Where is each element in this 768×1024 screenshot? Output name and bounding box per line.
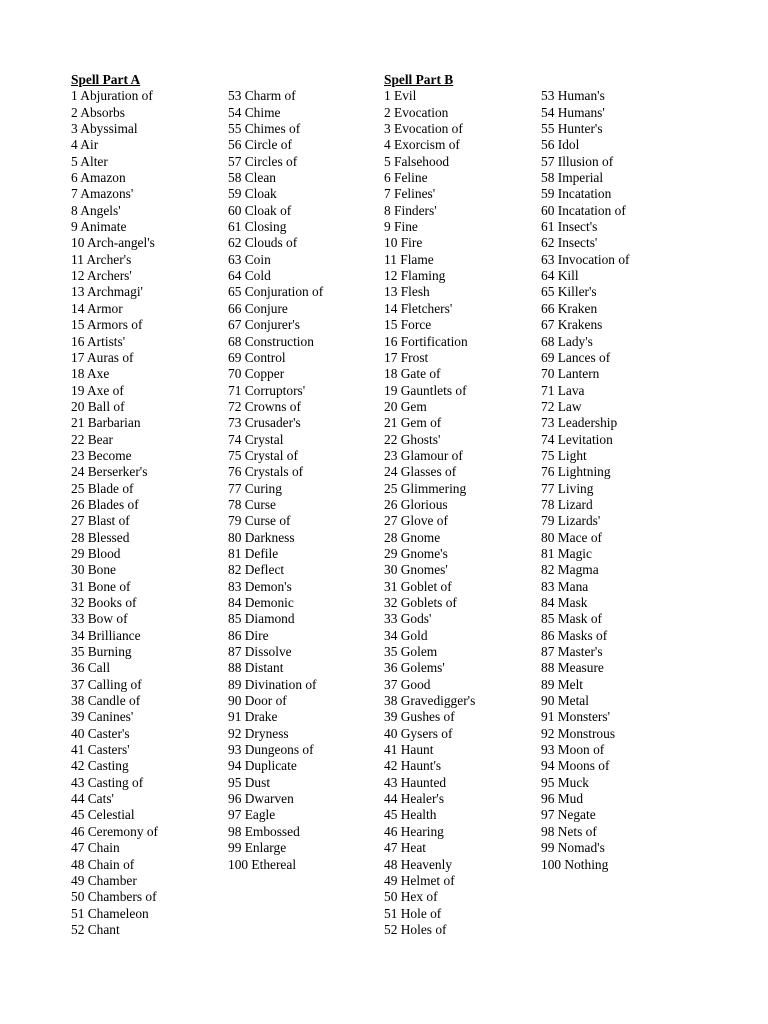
list-item: 6 Amazon	[71, 170, 126, 186]
list-item: 33 Gods'	[384, 611, 432, 627]
list-item: 42 Casting	[71, 758, 129, 774]
list-item: 74 Crystal	[228, 431, 284, 447]
list-item: 84 Mask	[541, 595, 588, 610]
list-item: 54 Humans'	[541, 104, 605, 120]
list-item: 37 Calling of	[71, 676, 142, 692]
list-item: 73 Leadership	[541, 415, 618, 431]
list-item: 40 Gysers of	[384, 725, 453, 741]
list-item: 5 Falsehood	[384, 153, 450, 169]
list-item: 36 Golems'	[384, 660, 445, 676]
list-item: 45 Health	[384, 807, 437, 823]
list-item: 43 Casting of	[71, 774, 144, 790]
part-a-heading: Spell Part A	[71, 72, 141, 87]
list-item: 78 Curse	[228, 496, 276, 512]
list-item: 89 Divination of	[228, 676, 317, 692]
list-item: 96 Dwarven	[228, 791, 294, 807]
list-item: 26 Blades of	[71, 496, 139, 512]
list-item: 85 Mask of	[541, 611, 602, 627]
part-b-column-1	[384, 72, 475, 938]
list-item: 56 Circle of	[228, 137, 292, 153]
list-item: 47 Chain	[71, 840, 120, 856]
list-item: 79 Lizards'	[541, 513, 601, 529]
list-item: 1 Evil	[384, 88, 417, 104]
list-item: 31 Bone of	[71, 578, 131, 594]
list-item: 62 Clouds of	[228, 235, 298, 251]
list-item: 75 Light	[541, 447, 587, 463]
list-item: 24 Berserker's	[71, 464, 148, 480]
list-item: 92 Dryness	[228, 725, 289, 741]
list-item: 90 Metal	[541, 693, 589, 709]
list-item: 14 Fletchers'	[384, 300, 453, 316]
list-item: 5 Alter	[71, 153, 108, 169]
part-b-heading: Spell Part B	[384, 72, 454, 87]
list-item: 77 Curing	[228, 480, 282, 496]
list-item: 67 Conjurer's	[228, 317, 300, 333]
list-item: 6 Feline	[384, 170, 428, 186]
list-item: 17 Frost	[384, 349, 429, 365]
list-item: 22 Bear	[71, 431, 114, 447]
part-b-list-2	[541, 88, 630, 873]
list-item: 22 Ghosts'	[384, 431, 441, 447]
list-item: 21 Barbarian	[71, 415, 141, 431]
list-item: 73 Crusader's	[228, 415, 301, 431]
list-item: 56 Idol	[541, 137, 580, 153]
list-item: 7 Felines'	[384, 186, 436, 202]
list-item: 47 Heat	[384, 840, 427, 856]
list-item: 41 Haunt	[384, 742, 434, 758]
list-item: 98 Embossed	[228, 823, 300, 839]
list-item: 28 Blessed	[71, 529, 130, 545]
list-item: 96 Mud	[541, 791, 584, 807]
list-item: 14 Armor	[71, 300, 123, 316]
list-item: 53 Human's	[541, 88, 605, 104]
list-item: 38 Candle of	[71, 693, 141, 709]
list-item: 71 Lava	[541, 382, 585, 398]
list-item: 35 Burning	[71, 644, 132, 660]
list-item: 41 Casters'	[71, 742, 130, 758]
list-item: 9 Animate	[71, 219, 127, 235]
list-item: 1 Abjuration of	[71, 88, 153, 104]
list-item: 8 Angels'	[71, 202, 121, 218]
list-item: 9 Fine	[384, 219, 418, 235]
list-item: 58 Imperial	[541, 170, 604, 186]
list-item: 25 Blade of	[71, 480, 134, 496]
list-item: 38 Gravedigger's	[384, 693, 476, 709]
list-item: 61 Closing	[228, 219, 287, 235]
list-item: 26 Glorious	[384, 496, 448, 512]
list-item: 34 Brilliance	[71, 627, 141, 643]
list-item: 25 Glimmering	[384, 480, 467, 496]
list-item: 34 Gold	[384, 627, 428, 643]
list-item: 3 Evocation of	[384, 121, 463, 137]
list-item: 78 Lizard	[541, 496, 593, 512]
list-item: 100 Nothing	[541, 856, 609, 872]
list-item: 94 Moons of	[541, 758, 610, 774]
list-item: 71 Corruptors'	[228, 382, 306, 398]
list-item: 63 Coin	[228, 251, 271, 267]
list-item: 52 Chant	[71, 921, 120, 937]
list-item: 11 Flame	[384, 251, 434, 267]
list-item: 17 Auras of	[71, 349, 134, 365]
list-item: 50 Hex of	[384, 889, 438, 905]
list-item: 44 Cats'	[71, 791, 114, 807]
list-item: 82 Deflect	[228, 562, 285, 578]
list-item: 39 Gushes of	[384, 709, 455, 725]
list-item: 89 Melt	[541, 676, 584, 692]
list-item: 20 Gem	[384, 398, 427, 414]
list-item: 27 Glove of	[384, 513, 448, 529]
list-item: 4 Air	[71, 137, 99, 153]
list-item: 66 Kraken	[541, 300, 598, 316]
part-a-list-1	[71, 88, 158, 938]
list-item: 87 Master's	[541, 644, 603, 660]
list-item: 84 Demonic	[228, 595, 294, 610]
list-item: 10 Fire	[384, 235, 423, 251]
list-item: 93 Dungeons of	[228, 742, 314, 758]
list-item: 13 Flesh	[384, 284, 430, 300]
list-item: 12 Archers'	[71, 268, 132, 284]
list-item: 70 Copper	[228, 366, 285, 382]
list-item: 8 Finders'	[384, 202, 437, 218]
list-item: 72 Law	[541, 398, 582, 414]
list-item: 91 Monsters'	[541, 709, 610, 725]
list-item: 18 Axe	[71, 366, 110, 382]
list-item: 24 Glasses of	[384, 464, 457, 480]
list-item: 94 Duplicate	[228, 758, 297, 774]
list-item: 2 Absorbs	[71, 104, 125, 120]
list-item: 40 Caster's	[71, 725, 130, 741]
list-item: 63 Invocation of	[541, 251, 630, 267]
list-item: 20 Ball of	[71, 398, 125, 414]
list-item: 69 Lances of	[541, 349, 611, 365]
list-item: 69 Control	[228, 349, 286, 365]
list-item: 91 Drake	[228, 709, 278, 725]
list-item: 51 Hole of	[384, 905, 442, 921]
part-b-column-2	[541, 72, 630, 873]
list-item: 57 Circles of	[228, 153, 298, 169]
list-item: 61 Insect's	[541, 219, 598, 235]
list-item: 16 Fortification	[384, 333, 468, 349]
list-item: 92 Monstrous	[541, 725, 616, 741]
list-item: 59 Cloak	[228, 186, 277, 202]
list-item: 4 Exorcism of	[384, 137, 460, 153]
list-item: 16 Artists'	[71, 333, 126, 349]
part-b-list-1	[384, 88, 475, 938]
list-item: 99 Enlarge	[228, 840, 287, 856]
part-a-list-2	[228, 88, 323, 873]
list-item: 13 Archmagi'	[71, 284, 143, 300]
list-item: 65 Conjuration of	[228, 284, 324, 300]
list-item: 76 Crystals of	[228, 464, 304, 480]
list-item: 46 Ceremony of	[71, 823, 159, 839]
list-item: 54 Chime	[228, 104, 281, 120]
list-item: 80 Mace of	[541, 529, 602, 545]
list-item: 83 Mana	[541, 578, 589, 594]
list-item: 46 Hearing	[384, 823, 444, 839]
list-item: 3 Abyssimal	[71, 121, 138, 137]
list-item: 49 Helmet of	[384, 872, 455, 888]
list-item: 10 Arch-angel's	[71, 235, 155, 251]
list-item: 83 Demon's	[228, 578, 292, 594]
list-item: 29 Gnome's	[384, 545, 448, 561]
list-item: 66 Conjure	[228, 300, 288, 316]
list-item: 65 Killer's	[541, 284, 597, 300]
list-item: 51 Chameleon	[71, 905, 149, 921]
list-item: 82 Magma	[541, 562, 599, 578]
list-item: 81 Magic	[541, 545, 592, 561]
list-item: 36 Call	[71, 660, 111, 676]
list-item: 79 Curse of	[228, 513, 291, 529]
list-item: 53 Charm of	[228, 88, 296, 104]
list-item: 60 Cloak of	[228, 202, 292, 218]
list-item: 64 Cold	[228, 268, 271, 284]
list-item: 97 Eagle	[228, 807, 276, 823]
part-a-column-1	[71, 72, 158, 938]
list-item: 87 Dissolve	[228, 644, 292, 660]
list-item: 98 Nets of	[541, 823, 597, 839]
list-item: 45 Celestial	[71, 807, 135, 823]
list-item: 48 Heavenly	[384, 856, 453, 872]
list-item: 11 Archer's	[71, 251, 132, 267]
list-item: 48 Chain of	[71, 856, 135, 872]
list-item: 42 Haunt's	[384, 758, 442, 774]
list-item: 18 Gate of	[384, 366, 441, 382]
list-item: 95 Muck	[541, 774, 589, 790]
list-item: 23 Glamour of	[384, 447, 463, 463]
list-item: 86 Masks of	[541, 627, 608, 643]
list-item: 60 Incatation of	[541, 202, 626, 218]
list-item: 62 Insects'	[541, 235, 598, 251]
list-item: 64 Kill	[541, 268, 579, 284]
list-item: 12 Flaming	[384, 268, 446, 284]
list-item: 77 Living	[541, 480, 594, 496]
list-item: 74 Levitation	[541, 431, 613, 447]
list-item: 86 Dire	[228, 627, 269, 643]
list-item: 50 Chambers of	[71, 889, 157, 905]
list-item: 75 Crystal of	[228, 447, 298, 463]
list-item: 81 Defile	[228, 545, 279, 561]
list-item: 93 Moon of	[541, 742, 605, 758]
list-item: 85 Diamond	[228, 611, 295, 627]
list-item: 49 Chamber	[71, 872, 137, 888]
list-item: 67 Krakens	[541, 317, 603, 333]
list-item: 28 Gnome	[384, 529, 441, 545]
list-item: 72 Crowns of	[228, 398, 301, 414]
list-item: 88 Distant	[228, 660, 284, 676]
list-item: 31 Goblet of	[384, 578, 452, 594]
list-item: 55 Hunter's	[541, 121, 603, 137]
list-item: 59 Incatation	[541, 186, 612, 202]
list-item: 44 Healer's	[384, 791, 445, 807]
list-item: 43 Haunted	[384, 774, 447, 790]
list-item: 32 Goblets of	[384, 595, 457, 610]
list-item: 23 Become	[71, 447, 132, 463]
list-item: 57 Illusion of	[541, 153, 614, 169]
list-item: 90 Door of	[228, 693, 287, 709]
list-item: 68 Lady's	[541, 333, 593, 349]
list-item: 88 Measure	[541, 660, 604, 676]
list-item: 30 Gnomes'	[384, 562, 448, 578]
list-item: 29 Blood	[71, 545, 121, 561]
list-item: 33 Bow of	[71, 611, 128, 627]
list-item: 97 Negate	[541, 807, 596, 823]
list-item: 80 Darkness	[228, 529, 295, 545]
list-item: 76 Lightning	[541, 464, 611, 480]
list-item: 35 Golem	[384, 644, 438, 660]
list-item: 70 Lantern	[541, 366, 600, 382]
list-item: 58 Clean	[228, 170, 276, 186]
list-item: 37 Good	[384, 676, 431, 692]
list-item: 27 Blast of	[71, 513, 130, 529]
list-item: 30 Bone	[71, 562, 117, 578]
list-item: 95 Dust	[228, 774, 271, 790]
list-item: 15 Armors of	[71, 317, 143, 333]
list-item: 68 Construction	[228, 333, 314, 349]
list-item: 32 Books of	[71, 595, 137, 610]
list-item: 2 Evocation	[384, 104, 449, 120]
list-item: 7 Amazons'	[71, 186, 134, 202]
list-item: 39 Canines'	[71, 709, 134, 725]
list-item: 99 Nomad's	[541, 840, 605, 856]
list-item: 21 Gem of	[384, 415, 442, 431]
list-item: 100 Ethereal	[228, 856, 297, 872]
part-a-column-2	[228, 72, 323, 873]
list-item: 15 Force	[384, 317, 432, 333]
list-item: 19 Axe of	[71, 382, 124, 398]
list-item: 19 Gauntlets of	[384, 382, 467, 398]
list-item: 52 Holes of	[384, 921, 447, 937]
list-item: 55 Chimes of	[228, 121, 301, 137]
